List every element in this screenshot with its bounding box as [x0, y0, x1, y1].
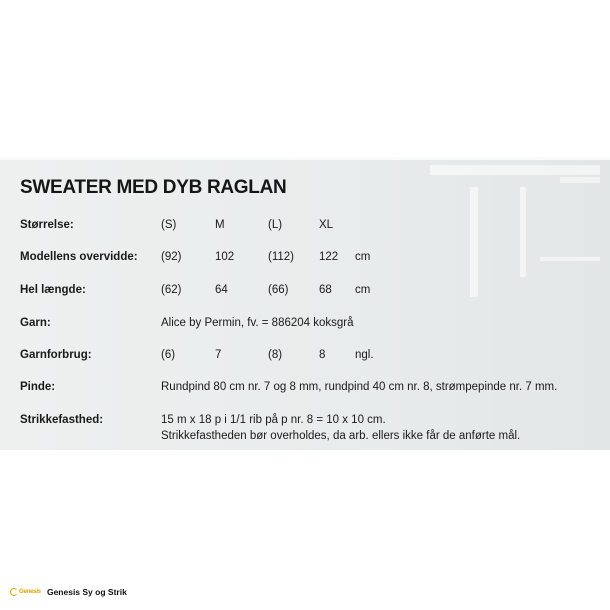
spec-label: Hel længde:	[20, 284, 86, 296]
spec-value: 102	[215, 251, 235, 263]
spec-label: Størrelse:	[20, 219, 74, 231]
spec-label: Garnforbrug:	[20, 349, 92, 361]
spec-label: Modellens overvidde:	[20, 251, 138, 263]
store-logo	[10, 588, 41, 596]
photo-texture	[540, 257, 600, 261]
pattern-info-panel	[0, 157, 610, 450]
spec-text-note: Strikkefastheden bør overholdes, da arb. ellers ikke får de anførte mål.	[161, 430, 521, 442]
spec-value: (S)	[161, 219, 177, 231]
spec-label: Pinde:	[20, 381, 56, 393]
store-footer	[10, 585, 127, 599]
photo-texture	[470, 187, 478, 297]
spec-unit: cm	[355, 284, 371, 296]
logo-swirl-icon	[10, 588, 18, 596]
pattern-title: SWEATER MED DYB RAGLAN	[20, 177, 287, 198]
spec-unit: ngl.	[355, 349, 374, 361]
spec-value: (66)	[268, 284, 289, 296]
spec-value: XL	[319, 219, 334, 231]
spec-unit: cm	[355, 251, 371, 263]
spec-label: Strikkefasthed:	[20, 414, 104, 426]
spec-value: (92)	[161, 251, 182, 263]
spec-value: (112)	[268, 251, 294, 263]
store-name: Genesis Sy og Strik	[46, 587, 127, 597]
spec-value: (6)	[161, 349, 176, 361]
photo-texture	[560, 177, 600, 183]
spec-text: Alice by Permin, fv. = 886204 koksgrå	[161, 317, 354, 329]
spec-label: Garn:	[20, 317, 51, 329]
spec-value: 122	[319, 251, 339, 263]
photo-texture	[520, 187, 526, 277]
spec-value: (L)	[268, 219, 283, 231]
spec-text: 15 m x 18 p i 1/1 rib på p nr. 8 = 10 x 10 cm.	[161, 414, 386, 426]
spec-value: 8	[319, 349, 326, 361]
spec-value: 64	[215, 284, 228, 296]
spec-value: M	[215, 219, 225, 231]
logo-text: Genesis	[19, 589, 41, 595]
photo-texture	[0, 157, 610, 160]
spec-text: Rundpind 80 cm nr. 7 og 8 mm, rundpind 40 cm nr. 8, strømpepinde nr. 7 mm.	[161, 381, 558, 393]
photo-texture	[430, 165, 600, 175]
spec-value: (8)	[268, 349, 283, 361]
spec-value: (62)	[161, 284, 182, 296]
spec-value: 68	[319, 284, 332, 296]
spec-value: 7	[215, 349, 222, 361]
